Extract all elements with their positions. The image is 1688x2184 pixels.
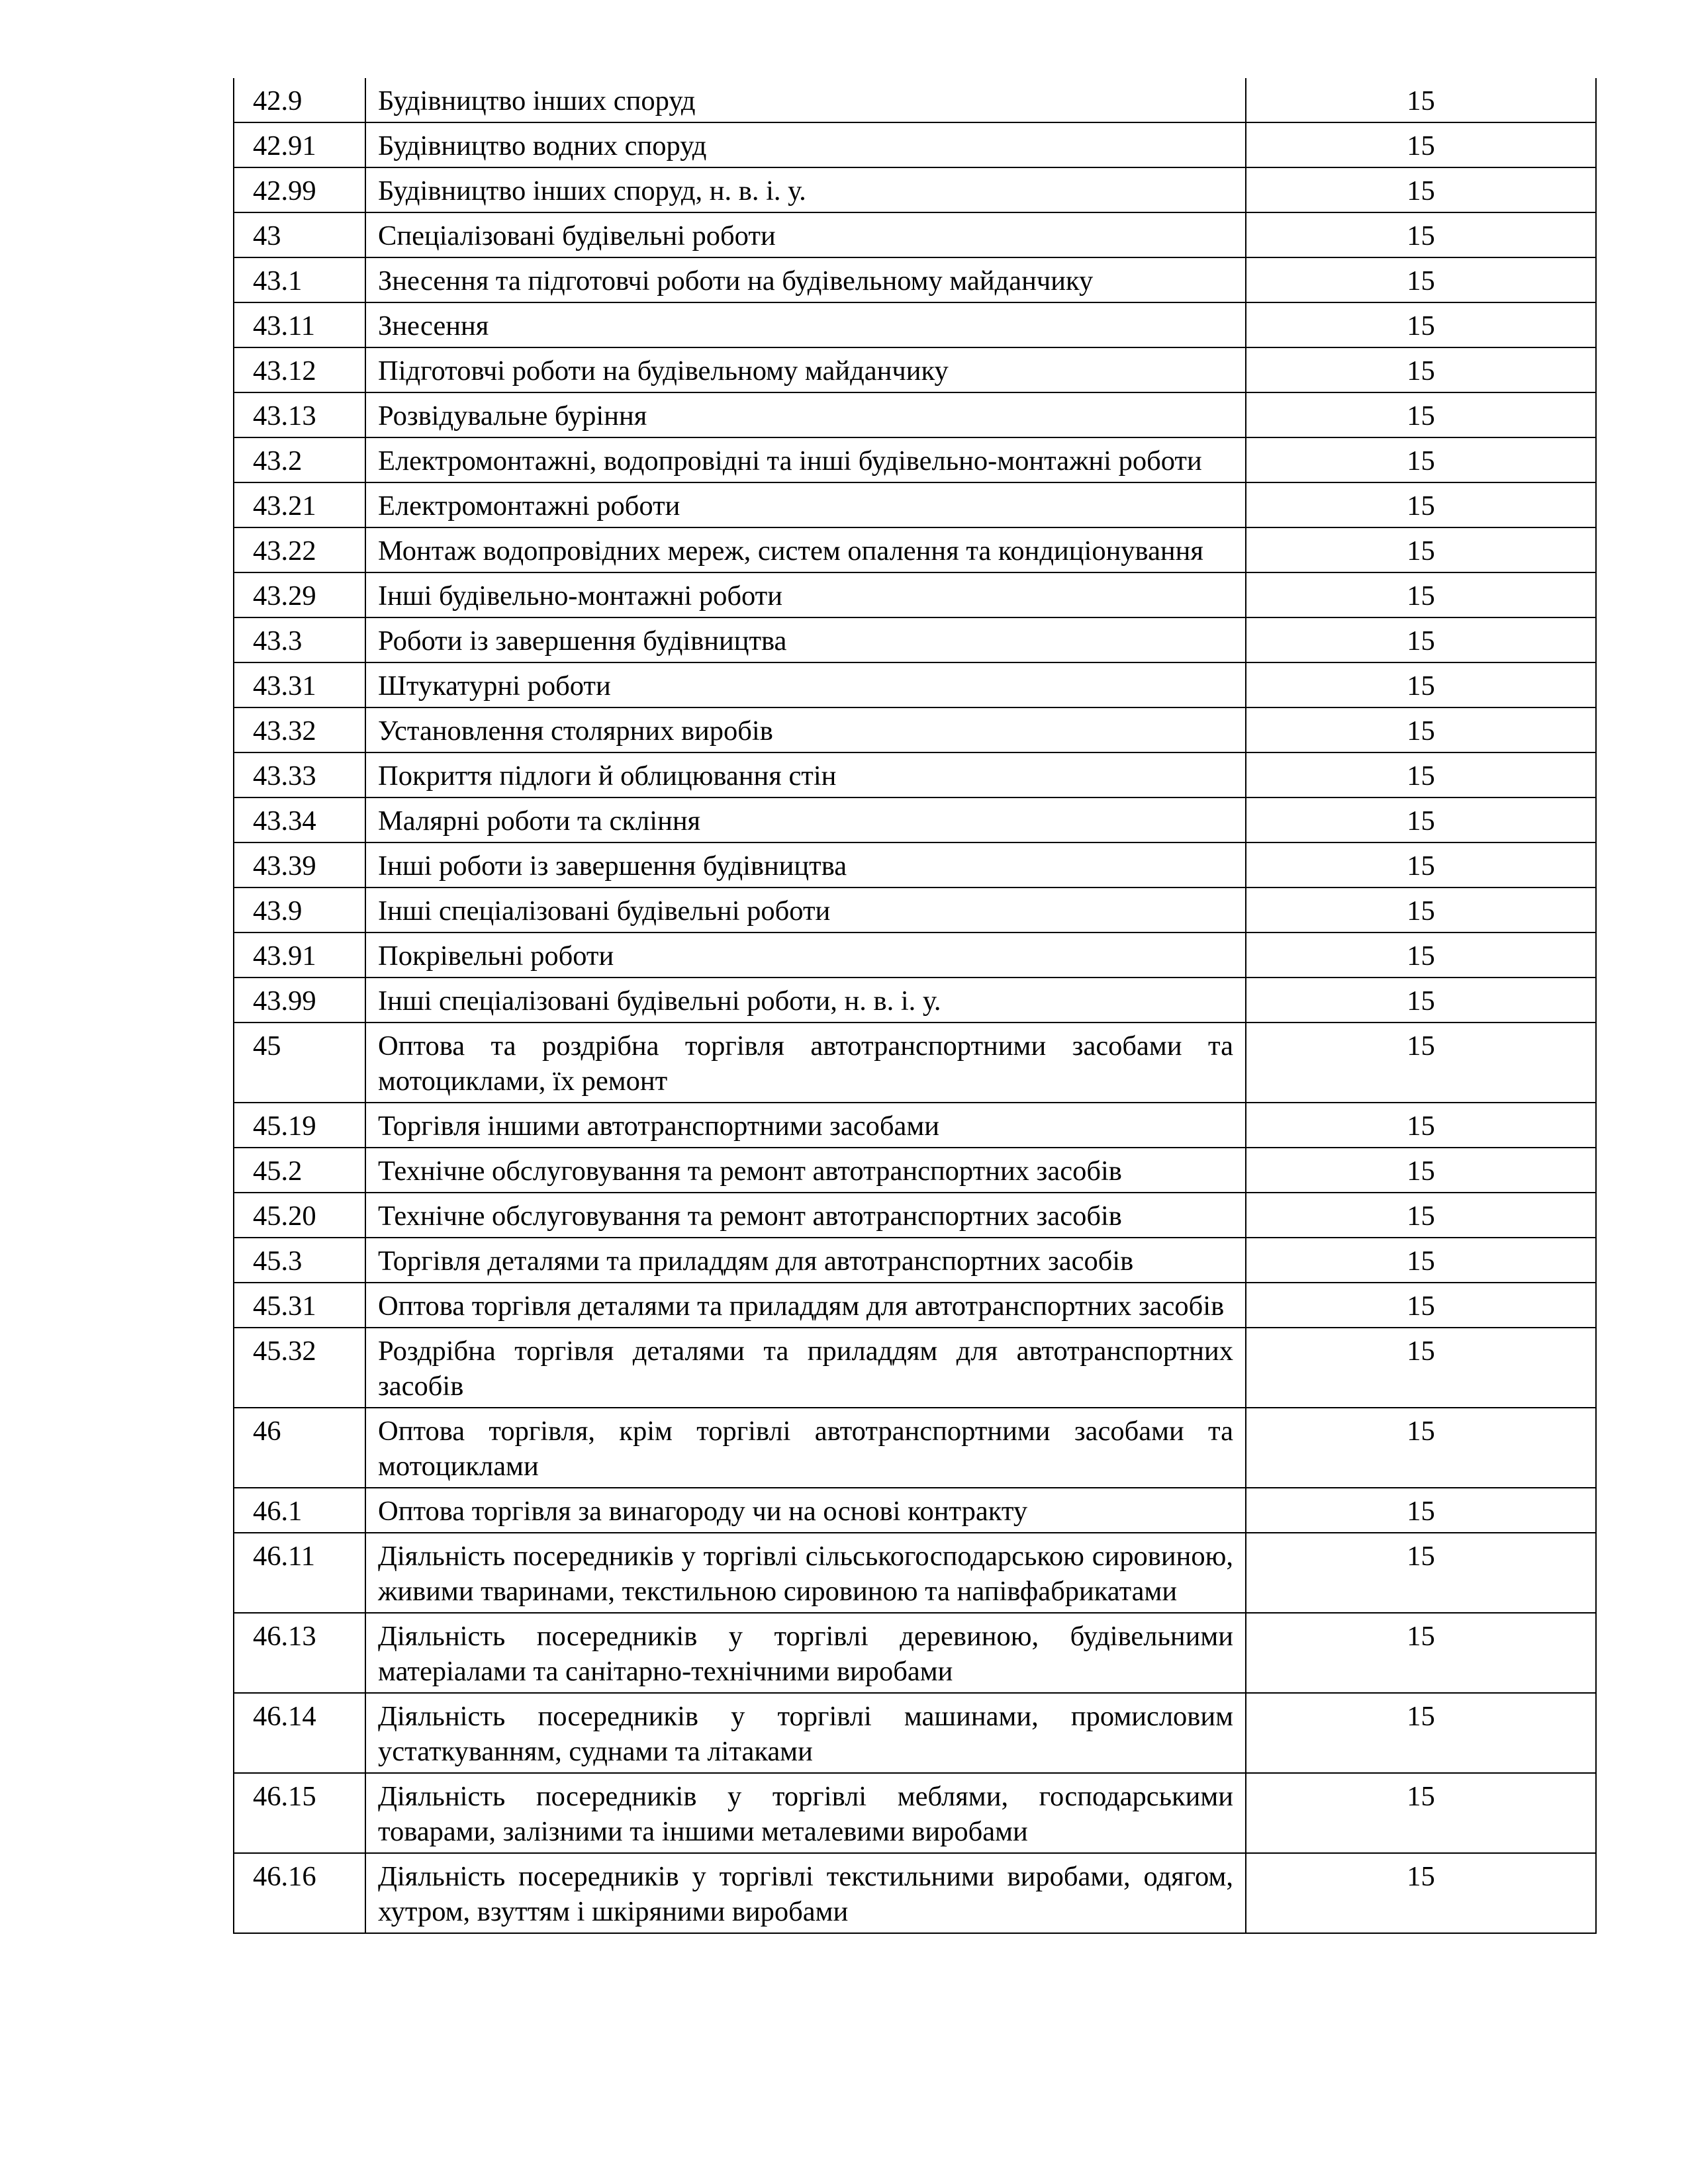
rate-value-cell: 15 xyxy=(1246,482,1596,527)
table-row xyxy=(234,1613,1596,1693)
activity-code-cell: 46.14 xyxy=(234,1693,365,1773)
activity-code-cell: 45.3 xyxy=(234,1238,365,1283)
rate-value-cell: 15 xyxy=(1246,212,1596,257)
table-row xyxy=(234,302,1596,347)
table-row xyxy=(234,1193,1596,1238)
rate-value-cell: 15 xyxy=(1246,437,1596,482)
table-row xyxy=(234,1408,1596,1488)
activity-name-cell: Діяльність посередників у торгівлі сільськогосподарською сировиною, живими тваринами, текстильною сировиною та напівфабрикатами xyxy=(365,1533,1246,1613)
rate-value-cell: 15 xyxy=(1246,1103,1596,1148)
activity-name-cell: Оптова торгівля деталями та приладдям для автотранспортних засобів xyxy=(365,1283,1246,1328)
table-row xyxy=(234,887,1596,933)
activity-name-cell: Оптова торгівля, крім торгівлі автотранспортними засобами та мотоциклами xyxy=(365,1408,1246,1488)
table-row xyxy=(234,797,1596,842)
rate-value-cell: 15 xyxy=(1246,78,1596,122)
rate-value-cell: 15 xyxy=(1246,572,1596,617)
table-row xyxy=(234,1853,1596,1933)
activity-name-cell: Будівництво інших споруд xyxy=(365,78,1246,122)
rate-value-cell: 15 xyxy=(1246,1238,1596,1283)
table-row xyxy=(234,78,1596,122)
table-row xyxy=(234,1328,1596,1408)
activity-name-cell: Розвідувальне буріння xyxy=(365,392,1246,437)
rate-value-cell: 15 xyxy=(1246,122,1596,167)
table-row xyxy=(234,1148,1596,1193)
activity-code-cell: 42.99 xyxy=(234,167,365,212)
activity-name-cell: Штукатурні роботи xyxy=(365,662,1246,707)
rate-value-cell: 15 xyxy=(1246,797,1596,842)
rate-value-cell: 15 xyxy=(1246,1613,1596,1693)
activity-code-cell: 45.32 xyxy=(234,1328,365,1408)
rate-value-cell: 15 xyxy=(1246,933,1596,978)
rate-value-cell: 15 xyxy=(1246,752,1596,797)
activity-code-cell: 46.1 xyxy=(234,1488,365,1533)
activity-name-cell: Оптова та роздрібна торгівля автотранспортними засобами та мотоциклами, їх ремонт xyxy=(365,1023,1246,1103)
activity-name-cell: Роздрібна торгівля деталями та приладдям для автотранспортних засобів xyxy=(365,1328,1246,1408)
activity-code-cell: 46.16 xyxy=(234,1853,365,1933)
table-row xyxy=(234,978,1596,1023)
table-row xyxy=(234,482,1596,527)
activity-code-cell: 43.31 xyxy=(234,662,365,707)
activity-name-cell: Діяльність посередників у торгівлі меблями, господарськими товарами, залізними та іншими металевими виробами xyxy=(365,1773,1246,1853)
table-row xyxy=(234,752,1596,797)
table-row xyxy=(234,1103,1596,1148)
rate-value-cell: 15 xyxy=(1246,1328,1596,1408)
activity-name-cell: Електромонтажні, водопровідні та інші будівельно-монтажні роботи xyxy=(365,437,1246,482)
rate-value-cell: 15 xyxy=(1246,1488,1596,1533)
activity-code-cell: 45.31 xyxy=(234,1283,365,1328)
rate-value-cell: 15 xyxy=(1246,1853,1596,1933)
activity-name-cell: Інші спеціалізовані будівельні роботи xyxy=(365,887,1246,933)
activity-name-cell: Діяльність посередників у торгівлі деревиною, будівельними матеріалами та санітарно-технічними виробами xyxy=(365,1613,1246,1693)
rate-value-cell: 15 xyxy=(1246,1023,1596,1103)
rate-value-cell: 15 xyxy=(1246,707,1596,752)
rate-value-cell: 15 xyxy=(1246,347,1596,392)
table-row xyxy=(234,212,1596,257)
activity-code-cell: 43 xyxy=(234,212,365,257)
activity-code-cell: 43.34 xyxy=(234,797,365,842)
table-row xyxy=(234,257,1596,302)
rate-value-cell: 15 xyxy=(1246,1533,1596,1613)
activity-code-cell: 46.13 xyxy=(234,1613,365,1693)
activity-code-cell: 45 xyxy=(234,1023,365,1103)
activity-code-cell: 43.29 xyxy=(234,572,365,617)
activity-code-cell: 43.21 xyxy=(234,482,365,527)
table-row xyxy=(234,1023,1596,1103)
activity-name-cell: Оптова торгівля за винагороду чи на основі контракту xyxy=(365,1488,1246,1533)
rate-value-cell: 15 xyxy=(1246,1148,1596,1193)
activity-code-cell: 43.91 xyxy=(234,933,365,978)
activity-rate-table xyxy=(233,78,1597,1934)
table-row xyxy=(234,707,1596,752)
rate-value-cell: 15 xyxy=(1246,392,1596,437)
activity-name-cell: Знесення xyxy=(365,302,1246,347)
activity-code-cell: 43.33 xyxy=(234,752,365,797)
rate-value-cell: 15 xyxy=(1246,617,1596,662)
table-row xyxy=(234,392,1596,437)
activity-name-cell: Покриття підлоги й облицювання стін xyxy=(365,752,1246,797)
activity-name-cell: Малярні роботи та скління xyxy=(365,797,1246,842)
rate-value-cell: 15 xyxy=(1246,662,1596,707)
activity-name-cell: Торгівля іншими автотранспортними засобами xyxy=(365,1103,1246,1148)
activity-code-cell: 43.11 xyxy=(234,302,365,347)
table-row xyxy=(234,1283,1596,1328)
activity-code-cell: 43.32 xyxy=(234,707,365,752)
rate-value-cell: 15 xyxy=(1246,842,1596,887)
table-row xyxy=(234,122,1596,167)
activity-name-cell: Інші роботи із завершення будівництва xyxy=(365,842,1246,887)
activity-name-cell: Діяльність посередників у торгівлі текстильними виробами, одягом, хутром, взуттям і шкіряними виробами xyxy=(365,1853,1246,1933)
activity-code-cell: 45.19 xyxy=(234,1103,365,1148)
activity-code-cell: 46.11 xyxy=(234,1533,365,1613)
activity-name-cell: Знесення та підготовчі роботи на будівельному майданчику xyxy=(365,257,1246,302)
activity-code-cell: 42.91 xyxy=(234,122,365,167)
activity-name-cell: Інші будівельно-монтажні роботи xyxy=(365,572,1246,617)
activity-code-cell: 43.1 xyxy=(234,257,365,302)
rate-value-cell: 15 xyxy=(1246,1193,1596,1238)
activity-name-cell: Роботи із завершення будівництва xyxy=(365,617,1246,662)
table-row xyxy=(234,933,1596,978)
rate-value-cell: 15 xyxy=(1246,1408,1596,1488)
activity-name-cell: Діяльність посередників у торгівлі машинами, промисловим устаткуванням, суднами та літаками xyxy=(365,1693,1246,1773)
activity-code-cell: 42.9 xyxy=(234,78,365,122)
table-row xyxy=(234,437,1596,482)
activity-name-cell: Будівництво інших споруд, н. в. і. у. xyxy=(365,167,1246,212)
activity-code-cell: 43.39 xyxy=(234,842,365,887)
table-row xyxy=(234,617,1596,662)
table-row xyxy=(234,572,1596,617)
table-row xyxy=(234,842,1596,887)
table-row xyxy=(234,167,1596,212)
table-row xyxy=(234,1533,1596,1613)
activity-name-cell: Підготовчі роботи на будівельному майданчику xyxy=(365,347,1246,392)
activity-name-cell: Покрівельні роботи xyxy=(365,933,1246,978)
activity-code-cell: 43.99 xyxy=(234,978,365,1023)
activity-code-cell: 46 xyxy=(234,1408,365,1488)
rate-value-cell: 15 xyxy=(1246,302,1596,347)
activity-name-cell: Технічне обслуговування та ремонт автотранспортних засобів xyxy=(365,1193,1246,1238)
activity-code-cell: 43.3 xyxy=(234,617,365,662)
activity-code-cell: 43.12 xyxy=(234,347,365,392)
activity-code-cell: 43.22 xyxy=(234,527,365,572)
activity-name-cell: Спеціалізовані будівельні роботи xyxy=(365,212,1246,257)
activity-name-cell: Технічне обслуговування та ремонт автотранспортних засобів xyxy=(365,1148,1246,1193)
activity-code-cell: 45.2 xyxy=(234,1148,365,1193)
activity-code-cell: 45.20 xyxy=(234,1193,365,1238)
table-row xyxy=(234,1693,1596,1773)
activity-name-cell: Установлення столярних виробів xyxy=(365,707,1246,752)
rate-value-cell: 15 xyxy=(1246,887,1596,933)
table-row xyxy=(234,347,1596,392)
rate-value-cell: 15 xyxy=(1246,1693,1596,1773)
rate-value-cell: 15 xyxy=(1246,978,1596,1023)
rate-value-cell: 15 xyxy=(1246,167,1596,212)
activity-code-cell: 43.13 xyxy=(234,392,365,437)
table-body xyxy=(234,78,1596,1933)
activity-code-cell: 43.2 xyxy=(234,437,365,482)
rate-value-cell: 15 xyxy=(1246,1773,1596,1853)
activity-name-cell: Інші спеціалізовані будівельні роботи, н. в. і. у. xyxy=(365,978,1246,1023)
activity-code-cell: 46.15 xyxy=(234,1773,365,1853)
table-row xyxy=(234,662,1596,707)
activity-name-cell: Будівництво водних споруд xyxy=(365,122,1246,167)
rate-value-cell: 15 xyxy=(1246,257,1596,302)
table-row xyxy=(234,527,1596,572)
rate-value-cell: 15 xyxy=(1246,1283,1596,1328)
table-row xyxy=(234,1238,1596,1283)
table-row xyxy=(234,1773,1596,1853)
rate-value-cell: 15 xyxy=(1246,527,1596,572)
activity-name-cell: Електромонтажні роботи xyxy=(365,482,1246,527)
activity-name-cell: Торгівля деталями та приладдям для автотранспортних засобів xyxy=(365,1238,1246,1283)
table-row xyxy=(234,1488,1596,1533)
activity-code-cell: 43.9 xyxy=(234,887,365,933)
activity-name-cell: Монтаж водопровідних мереж, систем опалення та кондиціонування xyxy=(365,527,1246,572)
